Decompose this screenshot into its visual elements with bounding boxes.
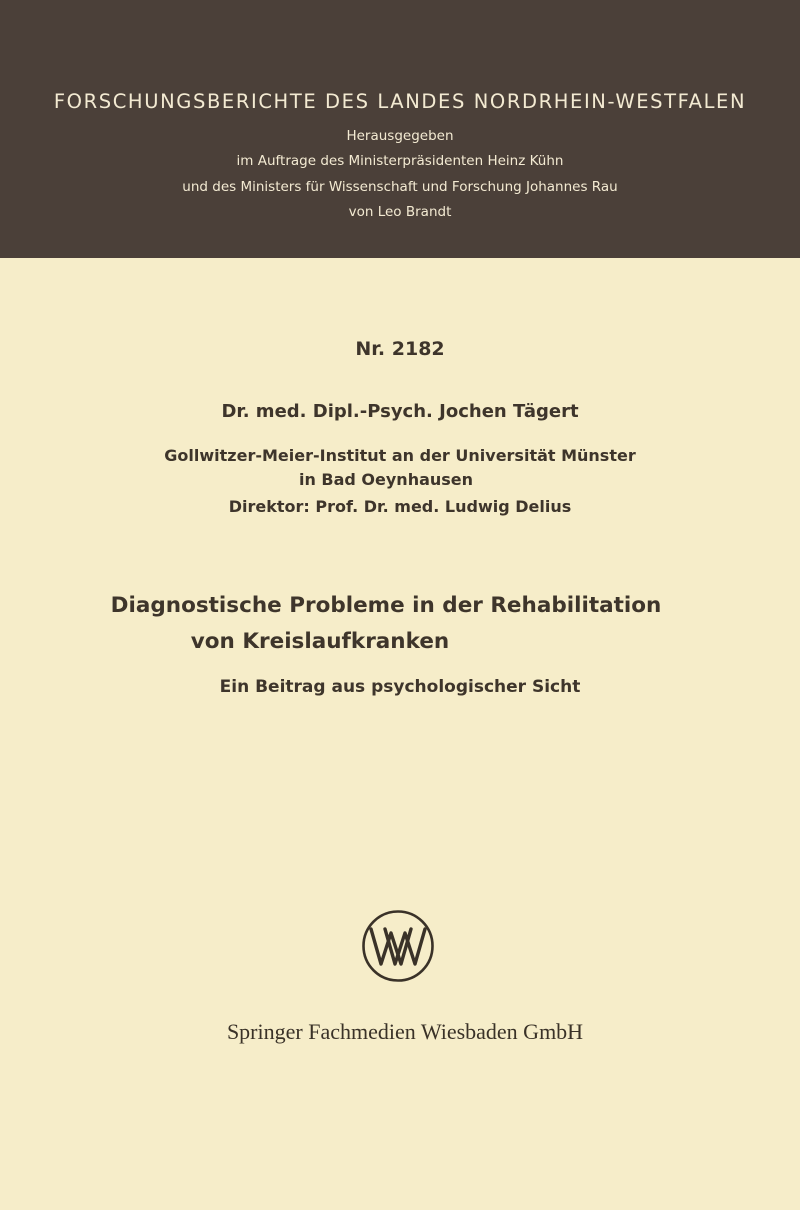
director-line: Direktor: Prof. Dr. med. Ludwig Delius	[228, 497, 572, 516]
series-header	[0, 0, 800, 258]
editor-line-1: Herausgegeben	[346, 128, 454, 144]
title-line-1: Diagnostische Probleme in der Rehabilitation	[110, 593, 662, 618]
title-line-2: von Kreislaufkranken	[190, 629, 450, 654]
author-name: Dr. med. Dipl.-Psych. Jochen Tägert	[221, 401, 579, 422]
publisher-name: Springer Fachmedien Wiesbaden GmbH	[226, 1019, 584, 1044]
publisher-logo-icon	[361, 909, 435, 983]
editor-line-2: im Auftrage des Ministerpräsidenten Heinz Kühn	[236, 153, 564, 169]
series-title: FORSCHUNGSBERICHTE DES LANDES NORDRHEIN-WESTFALEN	[53, 90, 747, 113]
subtitle: Ein Beitrag aus psychologischer Sicht	[219, 677, 581, 697]
editor-line-3: und des Ministers für Wissenschaft und Forschung Johannes Rau	[182, 179, 618, 195]
report-number: Nr. 2182	[355, 338, 445, 360]
institute-line-2: in Bad Oeynhausen	[298, 470, 474, 489]
editor-line-4: von Leo Brandt	[348, 204, 452, 220]
institute-line-1: Gollwitzer-Meier-Institut an der Universität Münster	[164, 446, 636, 465]
